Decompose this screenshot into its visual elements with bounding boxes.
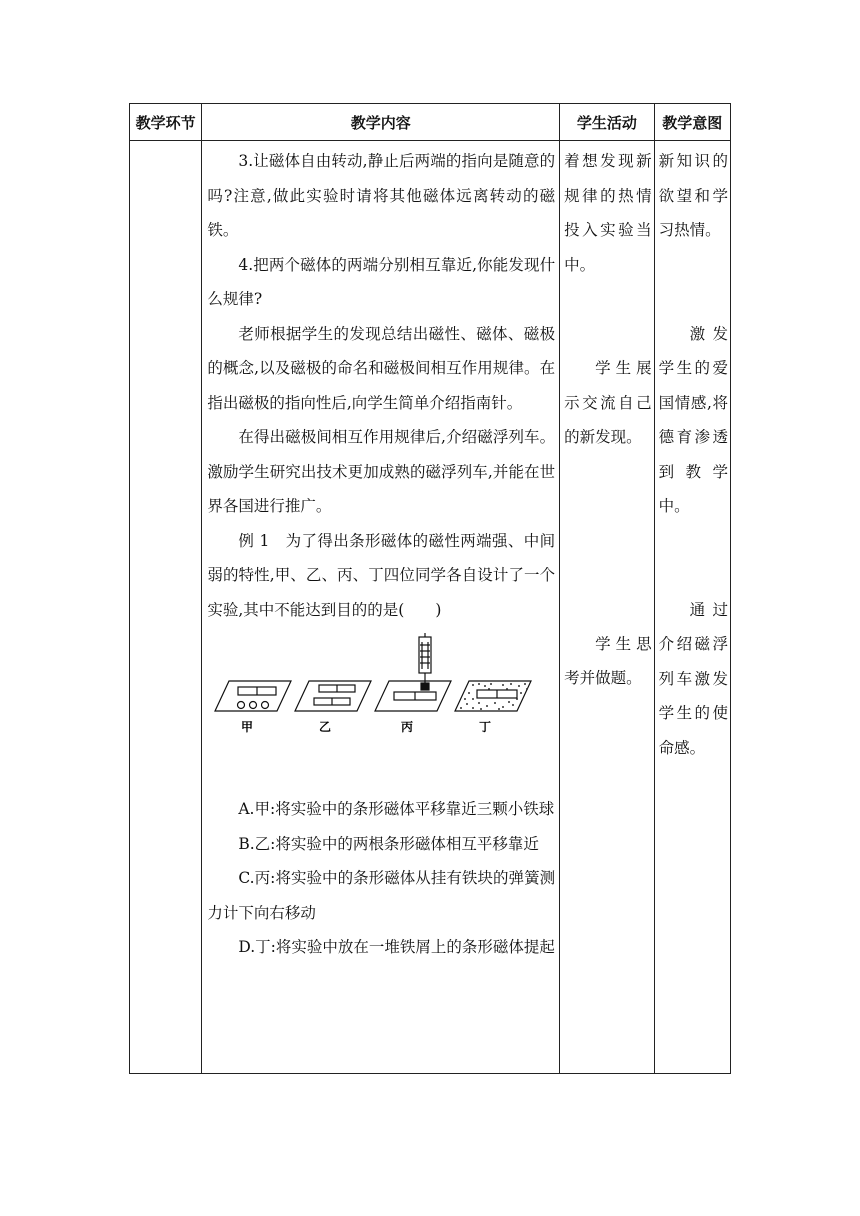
- content-cell: [202, 141, 560, 1074]
- content-paragraph: 4.把两个磁体的两端分别相互靠近,你能发现什么规律?: [207, 255, 556, 308]
- figure-label-ding: 丁: [479, 720, 492, 734]
- content-paragraph: 3.让磁体自由转动,静止后两端的指向是随意的吗?注意,做此实验时请将其他磁体远离转动的磁铁。: [207, 152, 556, 239]
- intent-text-mid: 激发学生的爱国情感,将德育渗透到教学中。: [658, 324, 728, 515]
- option-b: B.乙:将实验中的两根条形磁体相互平移靠近: [238, 834, 539, 853]
- content-paragraph: 老师根据学生的发现总结出磁性、磁体、磁极的概念,以及磁极的命名和磁极间相互作用规律。在指出磁极的指向性后,向学生简单介绍指南针。: [207, 324, 556, 412]
- header-student-activity: 学生活动: [560, 104, 654, 141]
- activity-text-mid: 学生展示交流自己的新发现。: [564, 359, 652, 446]
- intent-text-bottom: 通过介绍磁浮列车激发学生的使命感。: [658, 600, 728, 757]
- activity-text-bottom: 学生思考并做题。: [564, 634, 652, 687]
- header-row: [130, 104, 731, 141]
- stage-cell: [130, 141, 202, 1074]
- activity-text-top: 着想发现新规律的热情投入实验当中。: [564, 152, 652, 274]
- experiment-figure: [207, 627, 555, 792]
- figure-label-jia: 甲: [241, 720, 254, 734]
- content-paragraph: 在得出磁极间相互作用规律后,介绍磁浮列车。激励学生研究出技术更加成熟的磁浮列车,并能在世界各国进行推广。: [207, 428, 556, 515]
- header-teaching-intent: 教学意图: [654, 104, 730, 141]
- body-row: [130, 141, 731, 1074]
- option-c: C.丙:将实验中的条形磁体从挂有铁块的弹簧测力计下向右移动: [207, 869, 556, 922]
- figure-label-bing: 丙: [401, 720, 414, 734]
- header-teaching-stage: 教学环节: [130, 104, 202, 141]
- option-d: D.丁:将实验中放在一堆铁屑上的条形磁体提起: [238, 938, 555, 956]
- figure-label-yi: 乙: [319, 720, 332, 734]
- example-question: 例 1 为了得出条形磁体的磁性两端强、中间弱的特性,甲、乙、丙、丁四位同学各自设计了一个实验,其中不能达到目的的是( ): [207, 531, 556, 619]
- header-teaching-content: 教学内容: [202, 104, 560, 141]
- option-a: A.甲:将实验中的条形磁体平移靠近三颗小铁球: [238, 800, 555, 818]
- activity-cell: [560, 141, 654, 1074]
- intent-cell: [654, 141, 730, 1074]
- intent-text-top: 新知识的欲望和学习热情。: [658, 152, 728, 239]
- lesson-plan-table: [129, 103, 731, 1074]
